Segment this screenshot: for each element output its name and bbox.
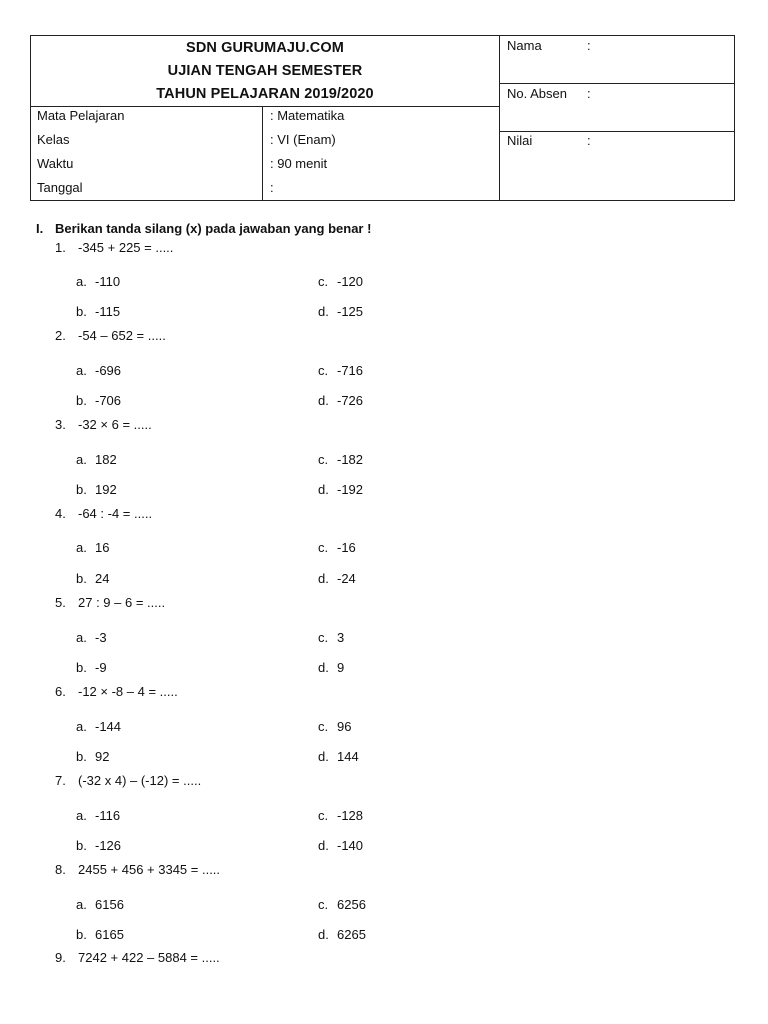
option-value: -144 — [95, 719, 122, 734]
question-text: 2455 + 456 + 3345 = ..... — [78, 862, 221, 877]
option-letter: b. — [76, 482, 87, 497]
answer-option[interactable] — [318, 897, 366, 912]
score-field-colon: : — [587, 133, 591, 148]
answer-option[interactable] — [76, 363, 121, 378]
option-letter: a. — [76, 897, 87, 912]
option-letter: c. — [318, 897, 329, 912]
answer-option[interactable] — [318, 304, 363, 319]
option-letter: a. — [76, 452, 87, 467]
question-number: 3. — [55, 417, 66, 432]
answer-option[interactable] — [318, 660, 344, 675]
option-letter: c. — [318, 274, 329, 289]
question-number: 4. — [55, 506, 66, 521]
option-letter: a. — [76, 540, 87, 555]
info-value-class: : VI (Enam) — [270, 132, 336, 147]
question-number: 9. — [55, 950, 66, 965]
option-value: -126 — [95, 838, 122, 853]
option-value: -182 — [337, 452, 364, 467]
option-letter: c. — [318, 363, 329, 378]
question-text: -54 – 652 = ..... — [78, 328, 166, 343]
answer-option[interactable] — [76, 838, 121, 853]
answer-option[interactable] — [318, 749, 359, 764]
option-letter: d. — [318, 660, 329, 675]
answer-option[interactable] — [76, 660, 107, 675]
question-number: 5. — [55, 595, 66, 610]
option-value: 182 — [95, 452, 117, 467]
option-value: 9 — [337, 660, 345, 675]
answer-option[interactable] — [76, 749, 109, 764]
table-divider — [499, 131, 734, 132]
info-value-date: : — [270, 180, 274, 195]
option-letter: a. — [76, 630, 87, 645]
option-letter: a. — [76, 808, 87, 823]
option-value: -3 — [95, 630, 107, 645]
option-value: -16 — [337, 540, 356, 555]
option-letter: d. — [318, 927, 329, 942]
option-letter: a. — [76, 719, 87, 734]
option-letter: c. — [318, 719, 329, 734]
question-number: 1. — [55, 240, 66, 255]
option-letter: a. — [76, 274, 87, 289]
answer-option[interactable] — [76, 452, 117, 467]
answer-option[interactable] — [76, 304, 120, 319]
info-label-date: Tanggal — [37, 180, 83, 195]
name-field-colon: : — [587, 38, 591, 53]
option-value: 92 — [95, 749, 110, 764]
option-letter: b. — [76, 393, 87, 408]
section-instruction — [36, 221, 371, 236]
academic-year: TAHUN PELAJARAN 2019/2020 — [156, 86, 374, 102]
answer-option[interactable] — [318, 452, 363, 467]
table-divider — [499, 83, 734, 84]
answer-option[interactable] — [318, 838, 363, 853]
question-text: (-32 x 4) – (-12) = ..... — [78, 773, 202, 788]
school-name: SDN GURUMAJU.COM — [186, 40, 344, 56]
option-letter: c. — [318, 540, 329, 555]
question — [55, 684, 178, 699]
question-number: 6. — [55, 684, 66, 699]
absen-field-label: No. Absen — [507, 86, 567, 101]
question — [55, 862, 220, 877]
option-value: -726 — [337, 393, 364, 408]
question-text: -12 × -8 – 4 = ..... — [78, 684, 178, 699]
answer-option[interactable] — [76, 482, 117, 497]
question — [55, 328, 166, 343]
option-letter: b. — [76, 304, 87, 319]
option-letter: b. — [76, 749, 87, 764]
question-text: -345 + 225 = ..... — [78, 240, 174, 255]
option-letter: d. — [318, 482, 329, 497]
option-value: 6256 — [337, 897, 366, 912]
option-value: -192 — [337, 482, 364, 497]
option-letter: a. — [76, 363, 87, 378]
option-letter: b. — [76, 660, 87, 675]
option-letter: d. — [318, 571, 329, 586]
answer-option[interactable] — [76, 540, 109, 555]
option-value: -125 — [337, 304, 364, 319]
question-text: 27 : 9 – 6 = ..... — [78, 595, 166, 610]
answer-option[interactable] — [318, 540, 356, 555]
option-value: 6156 — [95, 897, 124, 912]
option-value: 6265 — [337, 927, 366, 942]
option-value: 192 — [95, 482, 117, 497]
table-divider — [262, 106, 263, 200]
info-label-subject: Mata Pelajaran — [37, 108, 125, 123]
option-value: -115 — [95, 304, 121, 319]
score-field-label: Nilai — [507, 133, 533, 148]
option-letter: c. — [318, 452, 329, 467]
question-number: 8. — [55, 862, 66, 877]
question-number: 7. — [55, 773, 66, 788]
option-value: -706 — [95, 393, 122, 408]
answer-option[interactable] — [76, 274, 120, 289]
option-value: -9 — [95, 660, 107, 675]
question — [55, 417, 152, 432]
question — [55, 506, 152, 521]
question — [55, 950, 220, 965]
info-label-class: Kelas — [37, 132, 70, 147]
option-value: -140 — [337, 838, 364, 853]
option-value: 24 — [95, 571, 110, 586]
question — [55, 240, 173, 255]
answer-option[interactable] — [318, 571, 356, 586]
info-value-time: : 90 menit — [270, 156, 328, 171]
question-text: -32 × 6 = ..... — [78, 417, 152, 432]
option-value: -110 — [95, 274, 121, 289]
table-divider — [31, 106, 499, 107]
answer-option[interactable] — [76, 630, 107, 645]
answer-option[interactable] — [318, 393, 363, 408]
answer-option[interactable] — [318, 630, 344, 645]
option-value: -116 — [95, 808, 121, 823]
answer-option[interactable] — [76, 719, 121, 734]
option-value: -120 — [337, 274, 364, 289]
exam-header-table — [30, 35, 735, 201]
option-letter: b. — [76, 571, 87, 586]
question-number: 2. — [55, 328, 66, 343]
question-text: 7242 + 422 – 5884 = ..... — [78, 950, 220, 965]
option-value: -24 — [337, 571, 356, 586]
option-letter: d. — [318, 393, 329, 408]
option-value: -716 — [337, 363, 364, 378]
option-value: -696 — [95, 363, 122, 378]
exam-title: UJIAN TENGAH SEMESTER — [167, 63, 363, 79]
answer-option[interactable] — [76, 897, 124, 912]
absen-field-colon: : — [587, 86, 591, 101]
option-letter: b. — [76, 838, 87, 853]
option-letter: c. — [318, 808, 329, 823]
answer-option[interactable] — [318, 274, 363, 289]
option-value: 16 — [95, 540, 110, 555]
answer-option[interactable] — [318, 482, 363, 497]
option-letter: d. — [318, 838, 329, 853]
table-divider — [499, 36, 500, 200]
answer-option[interactable] — [318, 808, 363, 823]
option-value: 6165 — [95, 927, 124, 942]
question — [55, 595, 165, 610]
answer-option[interactable] — [76, 927, 124, 942]
info-label-time: Waktu — [37, 156, 74, 171]
instruction-text: Berikan tanda silang (x) pada jawaban yang benar ! — [55, 221, 372, 236]
info-value-subject: : Matematika — [270, 108, 345, 123]
section-number: I. — [36, 221, 44, 236]
answer-option[interactable] — [318, 719, 351, 734]
option-letter: d. — [318, 304, 329, 319]
option-letter: c. — [318, 630, 329, 645]
option-value: 3 — [337, 630, 345, 645]
question-text: -64 : -4 = ..... — [78, 506, 153, 521]
question — [55, 773, 201, 788]
option-value: 96 — [337, 719, 352, 734]
answer-option[interactable] — [318, 927, 366, 942]
option-value: 144 — [337, 749, 359, 764]
name-field-label: Nama — [507, 38, 542, 53]
option-letter: d. — [318, 749, 329, 764]
option-value: -128 — [337, 808, 364, 823]
answer-option[interactable] — [76, 571, 109, 586]
answer-option[interactable] — [76, 393, 121, 408]
option-letter: b. — [76, 927, 87, 942]
answer-option[interactable] — [318, 363, 363, 378]
answer-option[interactable] — [76, 808, 120, 823]
